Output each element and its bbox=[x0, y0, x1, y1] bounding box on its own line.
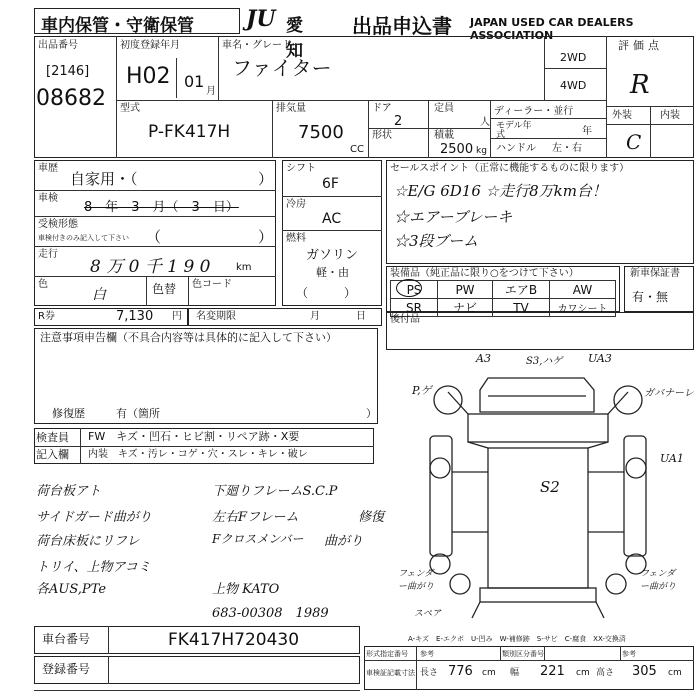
height-value: 305 bbox=[632, 664, 657, 679]
steering-label: ハンドル bbox=[496, 143, 536, 154]
diagram-label-spare: スペア bbox=[414, 609, 442, 619]
transfer-label: 名変期限 bbox=[196, 311, 236, 322]
displacement-value: 7500 bbox=[298, 122, 344, 143]
inspector-label: 検査員 bbox=[36, 431, 69, 444]
repair-close: ） bbox=[366, 407, 377, 420]
length-label: 長さ bbox=[420, 668, 439, 678]
diagram-label-governor: ガバナーレ bbox=[644, 388, 694, 399]
aircon-value: AC bbox=[322, 211, 342, 227]
diagram-label-fender-right: フェンダー曲がり bbox=[640, 569, 677, 592]
recycle-value: 7,130 bbox=[116, 309, 154, 324]
remark-9: 修復 bbox=[358, 510, 385, 525]
load-label: 積載 bbox=[434, 130, 454, 141]
fuel-value: ガソリン bbox=[306, 248, 359, 263]
aircon-label: 冷房 bbox=[286, 199, 306, 210]
remark-6: 下廻りフレームS.C.P bbox=[212, 484, 338, 499]
chassis-label: 車台番号 bbox=[42, 632, 91, 646]
storage-box bbox=[34, 8, 240, 34]
capacity-unit: 人 bbox=[480, 117, 490, 128]
remark-2: サイドガード曲がり bbox=[36, 510, 152, 525]
equip-pw: PW bbox=[438, 281, 493, 299]
remark-11: 上物 KATO bbox=[212, 582, 280, 597]
fuel-paren: （ ） bbox=[296, 286, 357, 300]
lot-number: 08682 bbox=[36, 86, 106, 111]
form-title: 出品申込書 bbox=[352, 14, 452, 38]
remark-1: 荷台板アト bbox=[36, 484, 102, 499]
score-label: 評価点 bbox=[618, 39, 663, 52]
drive-4wd: 4WD bbox=[560, 79, 587, 92]
accepted-close: ） bbox=[258, 228, 274, 246]
first-reg-year: H02 bbox=[126, 64, 171, 89]
sales-point-2: ☆エアーブレーキ bbox=[394, 208, 513, 226]
first-reg-month: 01 bbox=[184, 72, 205, 91]
inspector-row2: 内装 キズ・汚レ・コゲ・穴・スレ・キレ・破レ bbox=[88, 449, 308, 460]
remark-12: 683-00308 1989 bbox=[212, 606, 329, 621]
category-number-label: 類別区分番号 bbox=[502, 650, 544, 658]
mileage-unit: km bbox=[236, 262, 252, 273]
repair-label: 修復歴 bbox=[52, 407, 85, 420]
color-label: 色 bbox=[38, 279, 48, 290]
diagram-label-s2: S2 bbox=[540, 478, 560, 496]
history-close: ） bbox=[258, 170, 274, 188]
lot-label: 出品番号 bbox=[38, 40, 78, 51]
height-unit: cm bbox=[668, 668, 682, 678]
inspection-value: 8 年 3 月（ 3 日） bbox=[84, 200, 239, 215]
fuel-other: 軽・由 bbox=[316, 266, 349, 279]
equip-tv: TV bbox=[493, 299, 550, 317]
diagram-label-s3: S3,ハゲ bbox=[526, 356, 563, 367]
shift-value: 6F bbox=[322, 176, 339, 192]
size-label: 車検証記載寸法 bbox=[366, 669, 415, 677]
remark-3: 荷台床板にリフレ bbox=[36, 534, 140, 549]
inspection-label: 車検 bbox=[38, 193, 58, 204]
diagram-label-a3: A3 bbox=[476, 352, 491, 365]
drive-2wd: 2WD bbox=[560, 51, 587, 64]
first-reg-label: 初度登録年月 bbox=[120, 40, 180, 51]
storage-label: 車内保管・守衛保管 bbox=[41, 16, 194, 36]
car-name-label: 車名・グレード bbox=[222, 40, 292, 51]
history-value: 自家用・（ bbox=[70, 170, 138, 188]
ju-logo-mark: JU bbox=[246, 6, 276, 32]
logo-city: 愛知 bbox=[286, 16, 303, 61]
doors-value: 2 bbox=[394, 114, 403, 129]
info-grid bbox=[34, 36, 694, 158]
equip-sr: SR bbox=[391, 299, 438, 317]
doors-label: ドア bbox=[372, 103, 392, 114]
remark-7: 左右Fフレーム bbox=[212, 510, 299, 525]
equip-aw: AW bbox=[550, 281, 616, 299]
fuel-label: 燃料 bbox=[286, 233, 306, 244]
post-install-label: 後付品 bbox=[390, 314, 420, 325]
ps-circle-mark bbox=[396, 279, 422, 297]
repair-value: 有（箇所 bbox=[116, 407, 160, 420]
history-label: 車歴 bbox=[38, 163, 58, 174]
steering-value: 左・右 bbox=[552, 143, 582, 154]
exterior-label: 外装 bbox=[612, 110, 632, 121]
sales-points-label: セールスポイント（正常に機能するものに限ります） bbox=[390, 163, 630, 174]
model-value: P-FK417H bbox=[148, 122, 231, 142]
remark-5: 各AUS,PTe bbox=[36, 582, 107, 597]
spec-number-label: 形式指定番号 bbox=[366, 650, 408, 658]
equipment-label: 装備品（純正品に限り○をつけて下さい） bbox=[390, 268, 579, 279]
inspector-row1: FW キズ・凹石・ヒビ割・リペア跡・X要 bbox=[88, 430, 300, 443]
notes-label: 注意事項申告欄（不具合内容等は具体的に記入して下さい） bbox=[40, 331, 337, 344]
sales-point-1: ☆E/G 6D16 ☆走行8万km台！ bbox=[394, 182, 607, 200]
spec-ref: 参考 bbox=[420, 650, 434, 658]
remark-4: トリイ、上物アコミ bbox=[36, 560, 151, 575]
color-change-label: 色替 bbox=[152, 282, 177, 296]
height-label: 高さ bbox=[596, 668, 615, 678]
association-name: JAPAN USED CAR DEALERS ASSOCIATION bbox=[470, 16, 634, 42]
load-unit: kg bbox=[476, 146, 487, 156]
capacity-label: 定員 bbox=[434, 103, 454, 114]
recycle-label: R券 bbox=[38, 311, 55, 322]
diagram-label-fender-left: フェンダー曲がり bbox=[398, 569, 435, 592]
transfer-day: 日 bbox=[356, 311, 366, 322]
displacement-unit: CC bbox=[350, 144, 364, 155]
equip-navi: ナビ bbox=[438, 299, 493, 317]
length-value: 776 bbox=[448, 664, 473, 679]
model-year-label: モデル年式 bbox=[496, 121, 532, 140]
shift-label: シフト bbox=[286, 163, 316, 174]
chassis-value: FK417H720430 bbox=[168, 630, 300, 650]
mileage-value: 8 万 0 千 1 9 0 bbox=[90, 257, 211, 277]
warranty-value: 有・無 bbox=[632, 290, 669, 304]
equip-ps: PS bbox=[391, 281, 438, 299]
accepted-label: 受検形態 bbox=[38, 219, 78, 230]
equip-leather: カワシート bbox=[550, 299, 616, 317]
remark-8: Fクロスメンバー bbox=[212, 532, 304, 546]
width-value: 221 bbox=[540, 664, 565, 679]
dealer-label: ディーラー・並行 bbox=[494, 106, 574, 117]
lot-sub: [2146] bbox=[46, 64, 90, 79]
post-install-block bbox=[386, 312, 694, 350]
interior-label: 内装 bbox=[660, 110, 680, 121]
load-value: 2500 bbox=[440, 142, 474, 157]
diagram-label-pge: P,ゲ bbox=[412, 384, 432, 397]
diagram-label-ua1: UA1 bbox=[660, 452, 684, 465]
registration-label: 登録番号 bbox=[42, 662, 91, 676]
transfer-month: 月 bbox=[310, 311, 320, 322]
remark-10: 曲がり bbox=[324, 534, 364, 549]
width-label: 幅 bbox=[510, 668, 520, 678]
accepted-note: 車検付きのみ記入して下さい bbox=[38, 234, 129, 242]
inspector-label2: 記入欄 bbox=[36, 448, 69, 461]
damage-legend: A-キズ E-エクボ U-凹み W-補修跡 S-サビ C-腐食 XX-交換済 bbox=[408, 635, 626, 643]
mileage-label: 走行 bbox=[38, 249, 58, 260]
model-year-unit: 年 bbox=[582, 126, 592, 137]
score-value: R bbox=[630, 70, 650, 100]
car-name-value: ファイター bbox=[232, 56, 332, 80]
model-label: 型式 bbox=[120, 103, 140, 114]
diagram-label-ua3: UA3 bbox=[588, 352, 612, 365]
category-ref: 参考 bbox=[622, 650, 636, 658]
length-unit: cm bbox=[482, 668, 496, 678]
warranty-label: 新車保証書 bbox=[630, 268, 680, 279]
equip-airbag: エアB bbox=[493, 281, 550, 299]
sales-point-3: ☆3段ブーム bbox=[394, 232, 479, 250]
recycle-unit: 円 bbox=[172, 311, 182, 322]
first-reg-unit: 月 bbox=[206, 86, 216, 97]
recycle-block bbox=[34, 308, 188, 326]
accepted-open: （ bbox=[146, 228, 162, 246]
displacement-label: 排気量 bbox=[276, 103, 306, 114]
width-unit: cm bbox=[576, 668, 590, 678]
exterior-value: C bbox=[626, 130, 642, 154]
shape-label: 形状 bbox=[372, 130, 392, 141]
color-value: 白 bbox=[92, 287, 106, 303]
color-code-label: 色コード bbox=[192, 279, 232, 290]
